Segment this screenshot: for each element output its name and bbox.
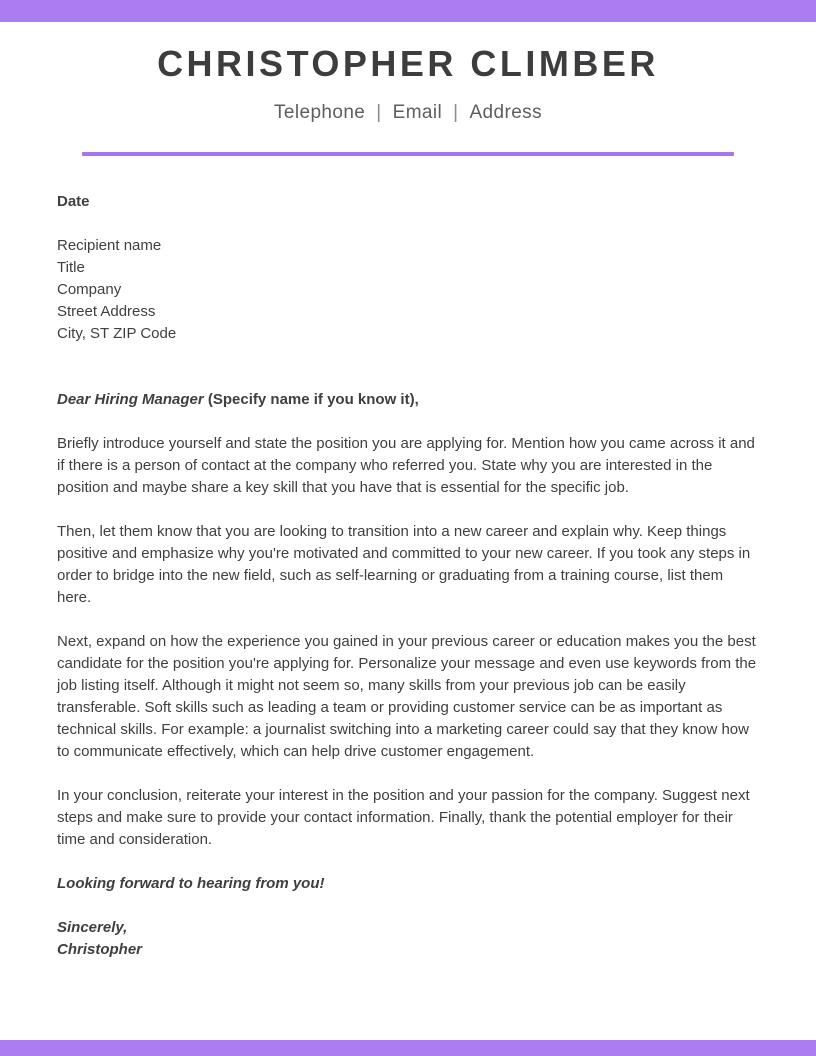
contact-telephone: Telephone xyxy=(273,102,366,123)
signature-line: Christopher xyxy=(57,941,143,958)
recipient-company-line: Company xyxy=(57,281,122,298)
salutation-greeting: Dear Hiring Manager xyxy=(57,391,204,408)
date-line: Date xyxy=(57,193,90,210)
body-paragraph-2: Then, let them know that you are looking to transition into a new career and explain why. Keep things positive and emphasize why you're motivated and committed to your new career. If you took any steps in order to bridge into the new field, such as self-learning or graduating from a training course, list them here. xyxy=(57,523,751,606)
bottom-accent-bar xyxy=(0,1040,816,1056)
signoff-block xyxy=(57,917,760,961)
body-paragraph-1: Briefly introduce yourself and state the position you are applying for. Mention how you came across it and if there is a person of contact at the company who referred you. State why you are interested in the position and maybe share a key skill that you have that is essential for the specific job. xyxy=(57,435,755,496)
page-title: CHRISTOPHER CLIMBER xyxy=(157,43,659,84)
recipient-street-line: Street Address xyxy=(57,303,156,320)
contact-email: Email xyxy=(392,102,443,123)
header-divider xyxy=(82,152,734,156)
closing-line: Looking forward to hearing from you! xyxy=(57,875,325,892)
recipient-block xyxy=(57,235,760,345)
top-accent-bar xyxy=(0,0,816,22)
letter-body xyxy=(57,191,760,961)
signoff-line: Sincerely, xyxy=(57,919,128,936)
recipient-title-line: Title xyxy=(57,259,85,276)
letter-header xyxy=(0,0,816,156)
contact-line xyxy=(0,101,816,125)
body-paragraph-4: In your conclusion, reiterate your interest in the position and your passion for the company. Suggest next steps and make sure to provide your contact information. Finally, thank the potential employer for their time and consideration. xyxy=(57,787,750,848)
salutation-note: (Specify name if you know it), xyxy=(203,391,419,408)
body-paragraph-3: Next, expand on how the experience you gained in your previous career or education makes you the best candidate for the position you're applying for. Personalize your message and even use keywords from the job listing itself. Although it might not seem so, many skills from your previous job can be easily transferable. Soft skills such as leading a team or providing customer service can be as important as technical skills. For example: a journalist switching into a marketing career could say that they know how to communicate effectively, which can help drive customer engagement. xyxy=(57,633,757,760)
contact-separator: | xyxy=(453,102,459,123)
contact-separator: | xyxy=(376,102,382,123)
recipient-city-line: City, ST ZIP Code xyxy=(57,325,177,342)
recipient-name-line: Recipient name xyxy=(57,237,162,254)
contact-address: Address xyxy=(469,102,542,123)
salutation-line xyxy=(57,389,760,411)
